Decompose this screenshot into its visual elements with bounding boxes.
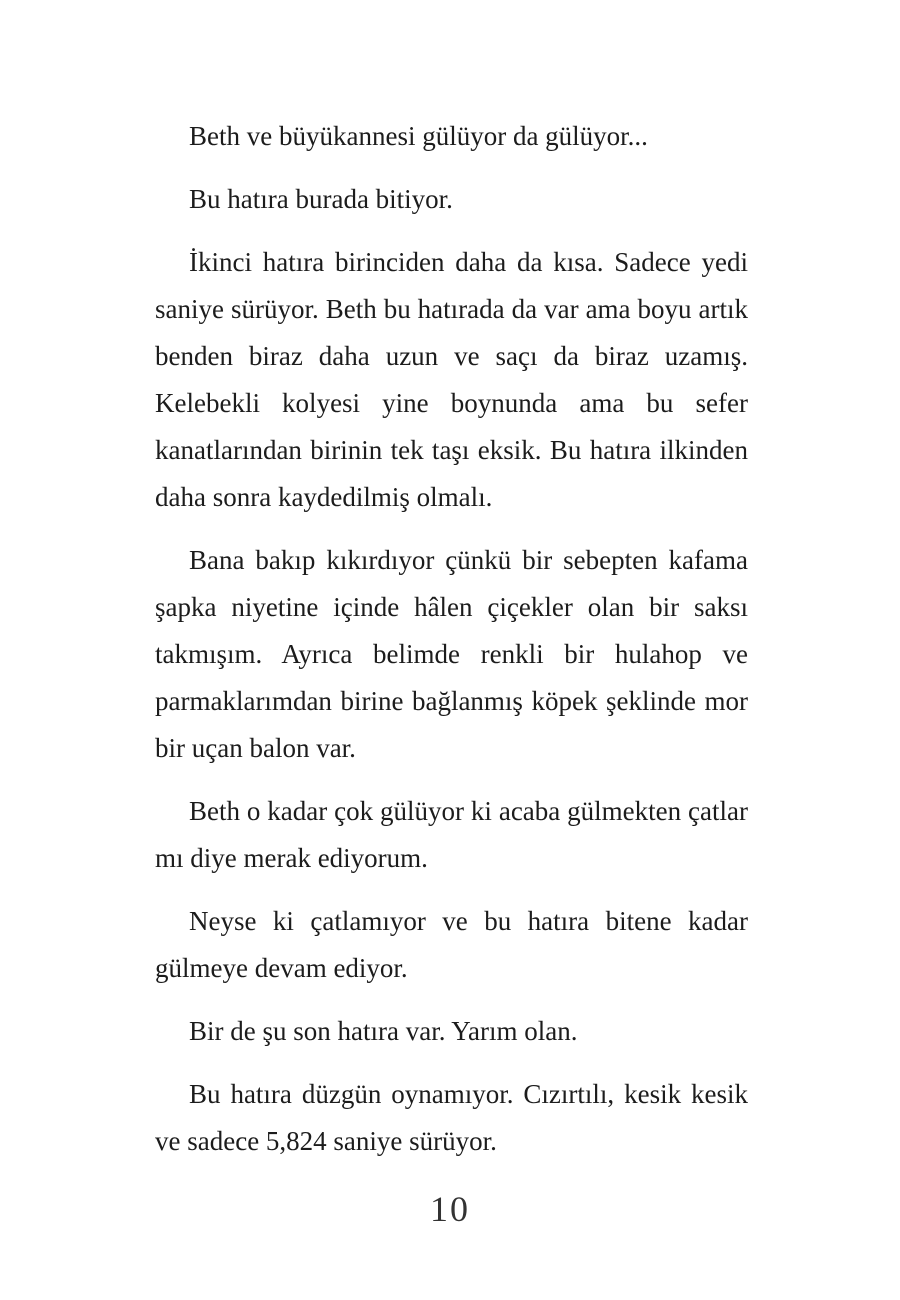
- body-text: [155, 113, 748, 1165]
- paragraph-7: Bir de şu son hatıra var. Yarım olan.: [189, 1016, 578, 1046]
- paragraph-3: İkinci hatıra birinciden daha da kısa. Sadece yedi saniye sürüyor. Beth bu hatırada da var ama boyu artık benden biraz daha uzun ve saçı da biraz uzamış. Kelebekli kolyesi yine boynunda ama bu sefer kanatlarından birinin tek taşı eksik. Bu hatıra ilkinden daha sonra kaydedilmiş olmalı.: [155, 247, 748, 512]
- paragraph-1: Beth ve büyükannesi gülüyor da gülüyor...: [189, 121, 648, 151]
- paragraph-2: Bu hatıra burada bitiyor.: [189, 184, 453, 214]
- paragraph-6: Neyse ki çatlamıyor ve bu hatıra bitene kadar gülmeye devam ediyor.: [155, 906, 748, 983]
- paragraph-5: Beth o kadar çok gülüyor ki acaba gülmekten çatlar mı diye merak ediyorum.: [155, 796, 748, 873]
- page-number: 10: [430, 1189, 470, 1229]
- paragraph-4: Bana bakıp kıkırdıyor çünkü bir sebepten kafama şapka niyetine içinde hâlen çiçekler olan bir saksı takmışım. Ayrıca belimde renkli bir hulahop ve parmaklarımdan birine bağlanmış köpek şeklinde mor bir uçan balon var.: [155, 545, 748, 763]
- paragraph-8: Bu hatıra düzgün oynamıyor. Cızırtılı, kesik kesik ve sadece 5,824 saniye sürüyor.: [155, 1079, 748, 1156]
